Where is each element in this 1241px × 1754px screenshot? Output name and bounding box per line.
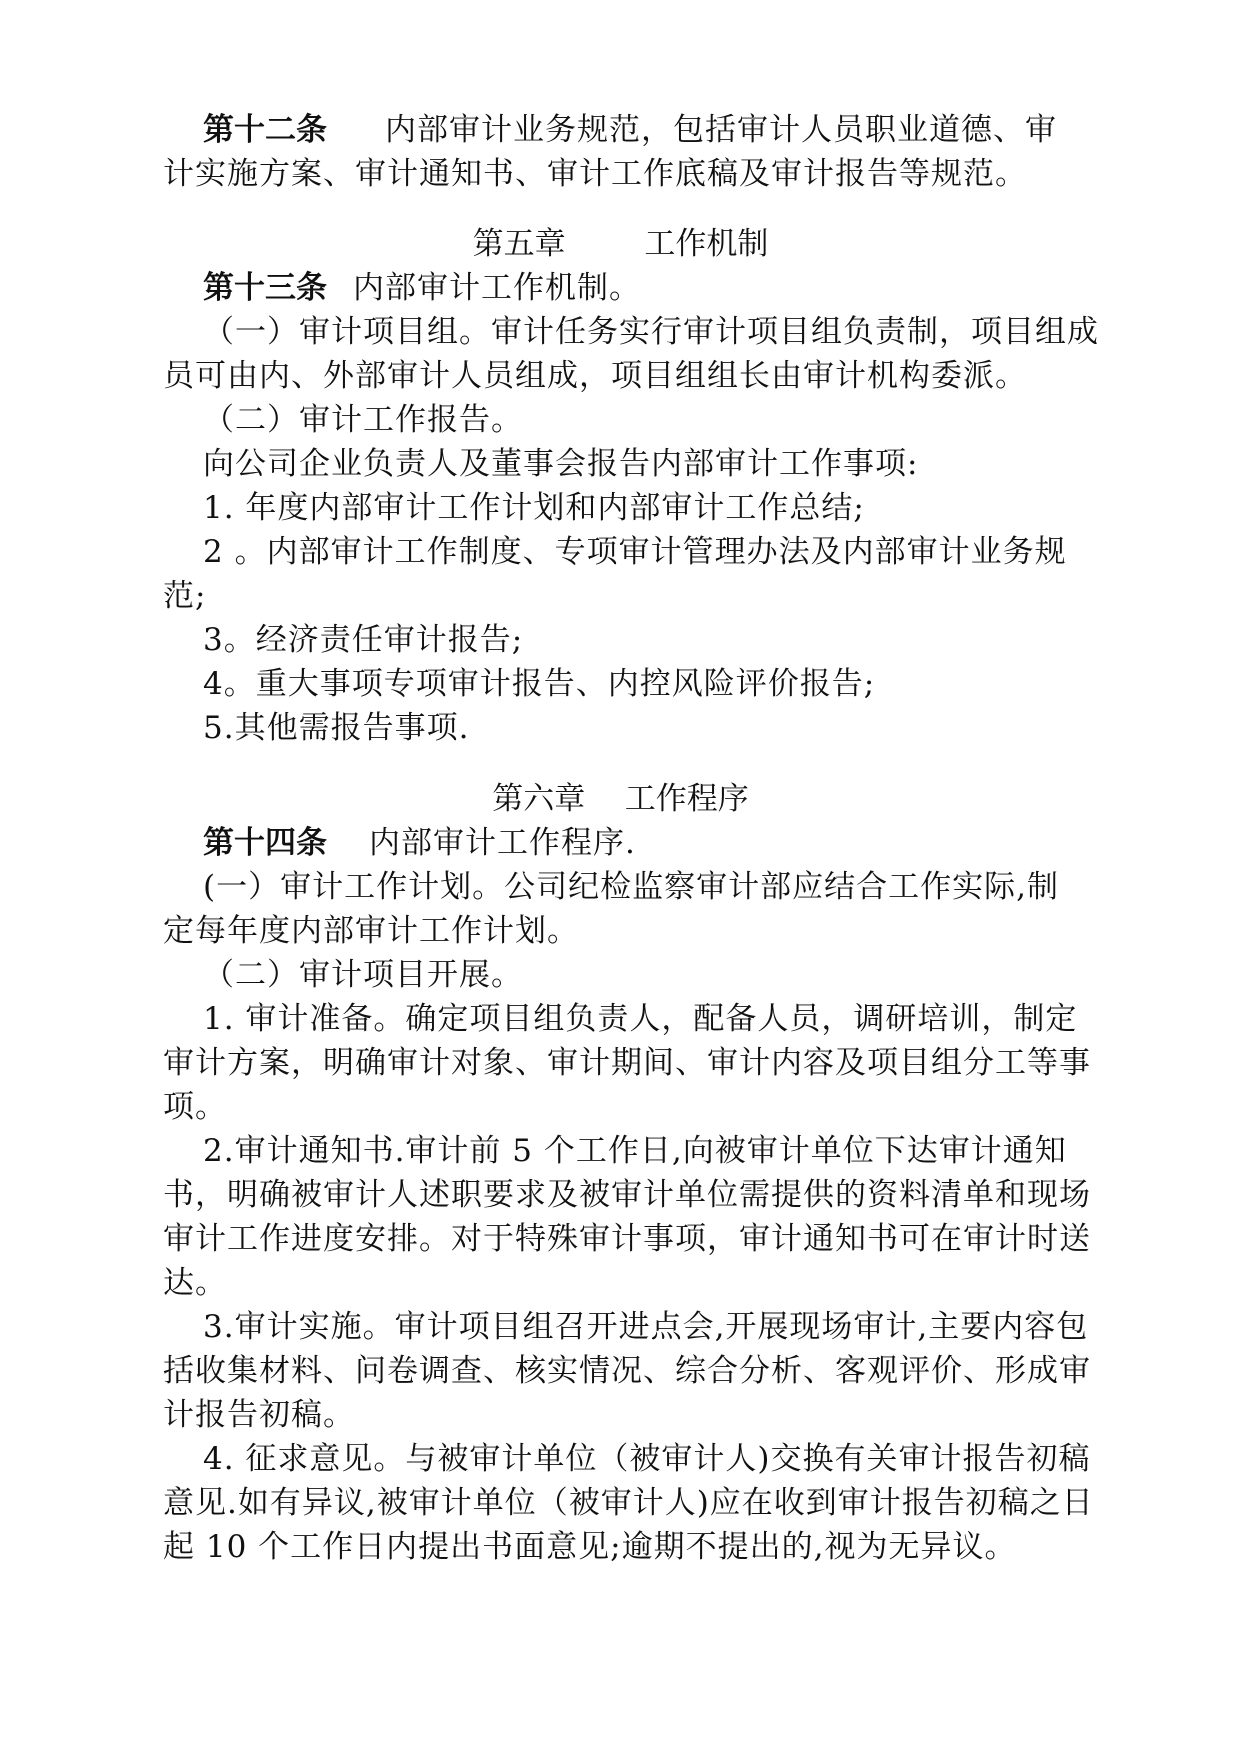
- article-14-plan-line-2: 定每年度内部审计工作计划。: [163, 913, 579, 949]
- step-4-line-3: 起 10 个工作日内提出书面意见;逾期不提出的,视为无异议。: [163, 1529, 1017, 1565]
- article-14-label: 第十四条: [203, 825, 327, 861]
- article-13-report-1: 1. 年度内部审计工作计划和内部审计工作总结;: [203, 490, 865, 526]
- article-12-text-1: 内部审计业务规范，包括审计人员职业道德、审: [385, 112, 1057, 148]
- article-12-line-1: [203, 108, 1123, 152]
- chapter-6-heading: 第六章 工作程序: [492, 781, 749, 817]
- article-13-report-5: 5.其他需报告事项.: [203, 710, 470, 746]
- article-13-item-1-line-2: 员可由内、外部审计人员组成，项目组组长由审计机构委派。: [163, 358, 1027, 394]
- step-3-line-2: 括收集材料、问卷调查、核实情况、综合分析、客观评价、形成审: [163, 1353, 1091, 1389]
- step-2-line-3: 审计工作进度安排。对于特殊审计事项，审计通知书可在审计时送: [163, 1221, 1091, 1257]
- step-2-line-1: 2.审计通知书.审计前 5 个工作日,向被审计单位下达审计通知: [203, 1133, 1067, 1169]
- article-14-project: （二）审计项目开展。: [203, 957, 523, 993]
- article-13-line-1: [203, 266, 1123, 310]
- article-13-report-2-line-1: 2 。内部审计工作制度、专项审计管理办法及内部审计业务规: [203, 534, 1067, 570]
- article-14-intro: 内部审计工作程序.: [369, 825, 636, 861]
- article-13-report-4: 4。重大事项专项审计报告、内控风险评价报告;: [203, 666, 876, 702]
- article-12-line-2: 计实施方案、审计通知书、审计工作底稿及审计报告等规范。: [163, 156, 1027, 192]
- article-14-line-1: [203, 821, 1123, 865]
- step-2-line-2: 书，明确被审计人述职要求及被审计单位需提供的资料清单和现场: [163, 1177, 1091, 1213]
- step-1-line-3: 项。: [163, 1089, 227, 1125]
- article-13-item-1-line-1: （一）审计项目组。审计任务实行审计项目组负责制，项目组成: [203, 314, 1099, 350]
- chapter-5-heading: 第五章 工作机制: [472, 226, 769, 262]
- article-12-label: 第十二条: [203, 112, 327, 148]
- step-1-line-2: 审计方案，明确审计对象、审计期间、审计内容及项目组分工等事: [163, 1045, 1091, 1081]
- step-4-line-1: 4. 征求意见。与被审计单位（被审计人)交换有关审计报告初稿: [203, 1441, 1091, 1477]
- step-1-line-1: 1. 审计准备。确定项目组负责人，配备人员，调研培训，制定: [203, 1001, 1078, 1037]
- step-2-line-4: 达。: [163, 1265, 227, 1301]
- article-13-item-2: （二）审计工作报告。: [203, 402, 523, 438]
- step-3-line-3: 计报告初稿。: [163, 1397, 355, 1433]
- article-14-plan-line-1: (一）审计工作计划。公司纪检监察审计部应结合工作实际,制: [203, 869, 1059, 905]
- step-4-line-2: 意见.如有异议,被审计单位（被审计人)应在收到审计报告初稿之日: [163, 1485, 1094, 1521]
- article-13-report-2-line-2: 范;: [163, 578, 207, 614]
- article-13-report-3: 3。经济责任审计报告;: [203, 622, 524, 658]
- article-13-label: 第十三条: [203, 270, 327, 306]
- article-13-report-intro: 向公司企业负责人及董事会报告内部审计工作事项:: [203, 446, 919, 482]
- article-13-intro: 内部审计工作机制。: [353, 270, 641, 306]
- step-3-line-1: 3.审计实施。审计项目组召开进点会,开展现场审计,主要内容包: [203, 1309, 1089, 1345]
